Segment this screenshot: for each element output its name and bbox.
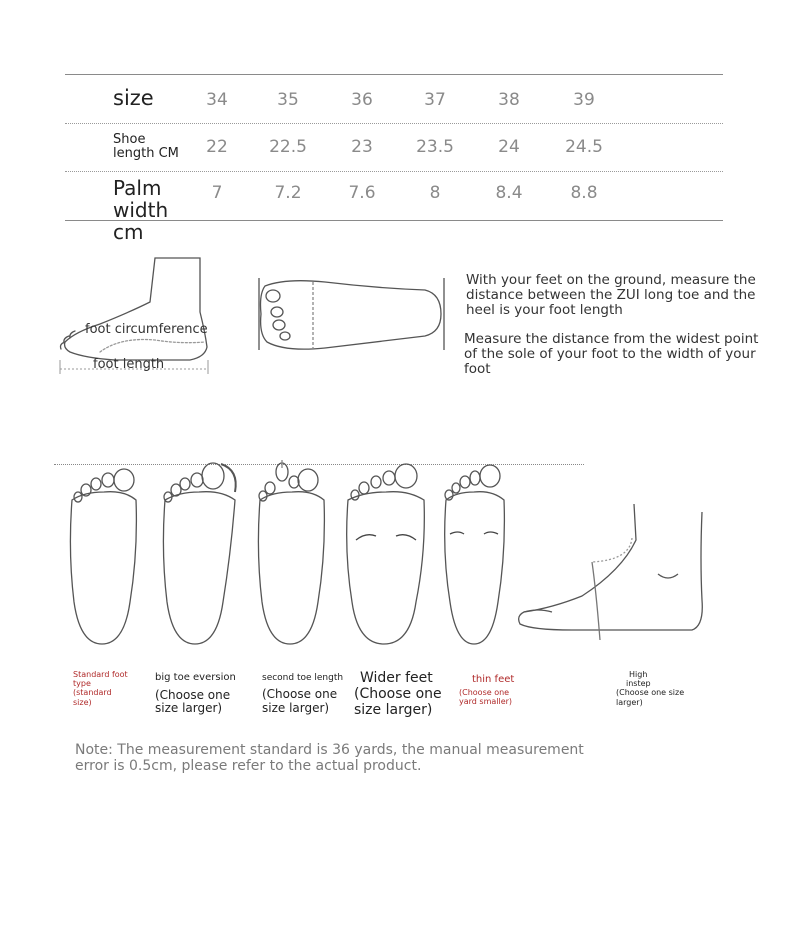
caption-line: Standard foot — [73, 670, 128, 679]
shoe-length-cell: 24.5 — [565, 137, 603, 157]
shoe-length-cell: 23 — [351, 137, 373, 157]
shoe-length-cell: 22.5 — [269, 137, 307, 157]
caption-thin-feet — [459, 674, 514, 706]
caption-line: second toe length — [262, 673, 344, 683]
caption-second-toe-length — [262, 673, 343, 716]
high-instep-foot-icon — [512, 500, 712, 650]
caption-wider-feet — [354, 670, 442, 718]
caption-big-toe-eversion — [155, 672, 236, 716]
caption-sub: size larger) — [262, 701, 330, 716]
caption-sub: (Choose one size — [616, 688, 685, 698]
caption-line: type — [73, 679, 91, 689]
row-label-line: cm — [113, 220, 144, 244]
caption-sub: size larger) — [354, 702, 433, 719]
caption-line: instep — [626, 679, 651, 689]
instruction-foot-width: Measure the distance from the widest point of the sole of your foot to the width of your foot — [464, 331, 759, 377]
palm-width-cell: 7.6 — [348, 183, 376, 203]
row-label-line: Palm — [113, 176, 162, 200]
caption-sub: size larger) — [155, 701, 223, 716]
size-cell: 39 — [573, 90, 595, 110]
palm-width-cell: 8 — [429, 183, 441, 203]
palm-width-cell: 7.2 — [274, 183, 302, 203]
shoe-length-cell: 23.5 — [416, 137, 454, 157]
size-cell: 35 — [277, 90, 299, 110]
measurement-note: Note: The measurement standard is 36 yards, the manual measurement error is 0.5cm, please refer to the actual product. — [75, 742, 584, 774]
caption-sub: (Choose one — [262, 687, 338, 702]
table-row-divider — [65, 171, 723, 172]
row-label-palm-width — [113, 177, 168, 243]
caption-sub: (Choose one — [459, 687, 510, 697]
table-row-divider — [65, 123, 723, 124]
thin-feet-foot-icon — [436, 458, 516, 650]
palm-width-cell: 7 — [211, 183, 223, 203]
caption-sub: size) — [73, 697, 92, 707]
caption-line: thin feet — [472, 674, 515, 685]
shoe-length-cell: 24 — [498, 137, 520, 157]
row-label-line: length CM — [113, 146, 179, 161]
caption-standard-foot — [73, 670, 128, 707]
caption-line: High — [629, 670, 648, 679]
shoe-length-cell: 22 — [206, 137, 228, 157]
size-cell: 36 — [351, 90, 373, 110]
row-label-size: size — [113, 86, 154, 110]
caption-sub: larger) — [616, 697, 643, 707]
foot-length-label: foot length — [93, 357, 165, 372]
table-top-rule — [65, 74, 723, 75]
row-label-shoe-length — [113, 133, 179, 161]
size-cell: 34 — [206, 90, 228, 110]
caption-sub: (Choose one — [354, 686, 442, 703]
row-label-line: Shoe — [113, 132, 146, 147]
palm-width-cell: 8.8 — [570, 183, 598, 203]
palm-width-cell: 8.4 — [495, 183, 523, 203]
size-cell: 37 — [424, 90, 446, 110]
instruction-foot-length: With your feet on the ground, measure the distance between the ZUI long toe and the heel is your foot length — [466, 272, 756, 318]
caption-line: big toe eversion — [155, 672, 236, 683]
wider-feet-foot-icon — [342, 458, 432, 650]
big-toe-eversion-foot-icon — [155, 458, 245, 650]
caption-sub: (Choose one — [155, 687, 231, 702]
foot-circumference-label: foot circumference — [85, 322, 208, 337]
second-toe-length-foot-icon — [252, 458, 334, 650]
standard-foot-icon — [64, 462, 144, 650]
caption-sub: (standard — [73, 688, 112, 698]
size-cell: 38 — [498, 90, 520, 110]
row-label-line: width — [113, 198, 169, 222]
caption-sub: yard smaller) — [459, 696, 513, 706]
caption-high-instep — [616, 670, 684, 707]
caption-line: Wider feet — [360, 670, 433, 686]
foot-top-measure-illustration — [255, 274, 450, 356]
